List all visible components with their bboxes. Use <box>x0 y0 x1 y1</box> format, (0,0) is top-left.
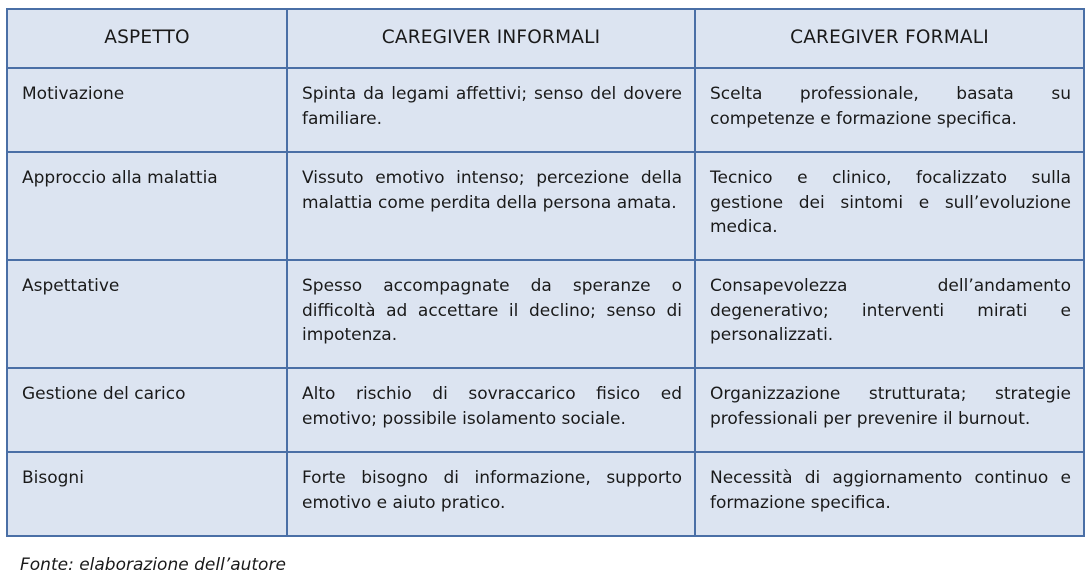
comparison-table-container <box>6 8 1083 537</box>
table-header-row <box>7 9 1084 68</box>
row-aspect-cell: Bisogni <box>7 452 287 536</box>
informal-cell: Forte bisogno di informazione, supporto emotivo e aiuto pratico. <box>287 452 695 536</box>
informal-cell: Spinta da legami affettivi; senso del dovere familiare. <box>287 68 695 152</box>
formal-cell: Consapevolezza dell’andamento degenerativo; interventi mirati e personalizzati. <box>695 260 1084 368</box>
header-aspetto: ASPETTO <box>7 9 287 68</box>
formal-cell: Necessità di aggiornamento continuo e formazione specifica. <box>695 452 1084 536</box>
row-aspect-cell: Approccio alla malattia <box>7 152 287 260</box>
header-caregiver-formali: CAREGIVER FORMALI <box>695 9 1084 68</box>
comparison-table <box>6 8 1085 537</box>
table-row <box>7 368 1084 452</box>
table-row <box>7 452 1084 536</box>
table-row <box>7 68 1084 152</box>
informal-cell: Spesso accompagnate da speranze o difficoltà ad accettare il declino; senso di impotenza. <box>287 260 695 368</box>
header-caregiver-informali: CAREGIVER INFORMALI <box>287 9 695 68</box>
source-caption: Fonte: elaborazione dell’autore <box>20 555 286 575</box>
table-row <box>7 152 1084 260</box>
table-row <box>7 260 1084 368</box>
formal-cell: Scelta professionale, basata su competenze e formazione specifica. <box>695 68 1084 152</box>
row-aspect-cell: Gestione del carico <box>7 368 287 452</box>
informal-cell: Vissuto emotivo intenso; percezione della malattia come perdita della persona amata. <box>287 152 695 260</box>
row-aspect-cell: Motivazione <box>7 68 287 152</box>
informal-cell: Alto rischio di sovraccarico fisico ed emotivo; possibile isolamento sociale. <box>287 368 695 452</box>
row-aspect-cell: Aspettative <box>7 260 287 368</box>
formal-cell: Tecnico e clinico, focalizzato sulla gestione dei sintomi e sull’evoluzione medica. <box>695 152 1084 260</box>
formal-cell: Organizzazione strutturata; strategie professionali per prevenire il burnout. <box>695 368 1084 452</box>
